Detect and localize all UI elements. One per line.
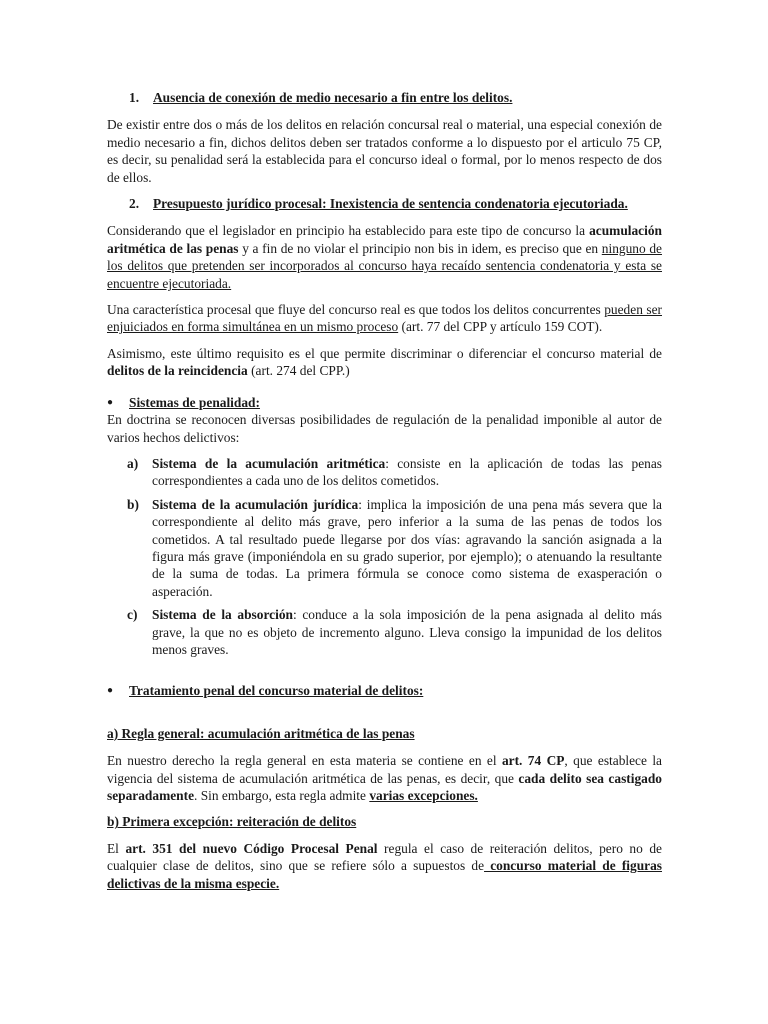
- regla-general-heading: a) Regla general: acumulación aritmética de las penas: [107, 725, 415, 741]
- emphasis-text: art. 351 del nuevo Código Procesal Penal: [125, 840, 378, 856]
- underlined-text: pueden ser enjuiciados en forma simultánea en un mismo proceso: [107, 302, 662, 335]
- section-2-paragraph-2: [107, 301, 662, 336]
- section-2-paragraph-1: [107, 222, 662, 292]
- section-1-heading: [129, 89, 662, 106]
- text-run: Considerando que el legislador en principio ha establecido para este tipo de concurso la: [107, 223, 590, 239]
- text-run: . Sin embargo, esta regla admite: [194, 788, 370, 803]
- list-item-text: [152, 496, 662, 600]
- section-2-number: 2.: [129, 196, 140, 212]
- emphasis-text: delitos de la reincidencia: [107, 363, 248, 379]
- sistemas-heading: [107, 394, 662, 411]
- tratamiento-title: Tratamiento penal del concurso material de delitos:: [129, 683, 424, 699]
- list-item-body: : consiste en la aplicación de todas las penas correspondientes a cada uno de los delitos cometidos.: [152, 455, 662, 489]
- list-item-text: [152, 606, 662, 658]
- emphasis-text: art. 74 CP: [501, 753, 565, 769]
- text-run: , que establece la vigencia del sistema de acumulación aritmética de las penas, es decir, que: [107, 753, 662, 786]
- text-run: (art. 77 del CPP y artículo 159 COT).: [398, 319, 603, 335]
- emphasis-text: acumulación aritmética de las penas: [107, 223, 662, 256]
- list-item: [127, 606, 662, 658]
- text-run: En nuestro derecho la regla general en esta materia se contiene en el: [107, 753, 502, 769]
- list-item-label: c): [127, 607, 138, 623]
- regla-general-paragraph: [107, 752, 662, 804]
- section-1-title: Ausencia de conexión de medio necesario a fin entre los delitos.: [153, 90, 513, 105]
- emphasis-text: cada delito sea castigado separadamente: [107, 770, 662, 803]
- text-run: Asimismo, este último requisito es el que permite discriminar o diferenciar el concurso material de: [107, 345, 662, 361]
- section-2-paragraph-3: [107, 345, 662, 380]
- primera-excepcion-heading: b) Primera excepción: reiteración de delitos: [107, 814, 357, 830]
- list-item-title: Sistema de la absorción: [152, 607, 293, 623]
- text-run: El: [107, 840, 126, 856]
- list-item-text: [152, 455, 662, 490]
- underlined-emphasis-text: concurso material de figuras delictivas de la misma especie.: [107, 858, 662, 891]
- text-run: regula el caso de reiteración delitos, pero no de cualquier clase de delitos, sino que se refiere sólo a supuestos de: [107, 840, 662, 874]
- list-item-title: Sistema de la acumulación jurídica: [152, 496, 359, 512]
- list-item: [127, 455, 662, 490]
- section-1-number: 1.: [129, 90, 140, 105]
- section-2-title: Presupuesto jurídico procesal: Inexistencia de sentencia condenatoria ejecutoriada.: [153, 196, 628, 212]
- bullet-icon: ●: [107, 685, 114, 697]
- section-1-paragraph: De existir entre dos o más de los delitos en relación concursal real o material, una especial conexión de medio necesario a fin, dichos delitos deben ser tratados conforme a lo dispuesto por el articulo 75 CP, es decir, su penalidad será la establecida para el concurso ideal o formal, por lo menos respecto de dos de ellos.: [107, 117, 662, 185]
- underlined-text: ninguno de los delitos que pretenden ser incorporados al concurso haya recaído sentencia condenatoria y esta se encuentre ejecutoriada.: [107, 240, 662, 291]
- underlined-emphasis-text: varias excepciones.: [369, 788, 478, 803]
- text-run: (art. 274 del CPP.): [247, 363, 350, 379]
- sistemas-intro: En doctrina se reconocen diversas posibilidades de regulación de la penalidad imponible al autor de varios hechos delictivos:: [107, 412, 662, 445]
- list-item-title: Sistema de la acumulación aritmética: [152, 455, 386, 471]
- list-item-label: b): [127, 496, 139, 512]
- list-item: [127, 496, 662, 600]
- list-item-label: a): [127, 455, 139, 471]
- tratamiento-heading: [107, 682, 662, 699]
- sistemas-title: Sistemas de penalidad:: [129, 394, 260, 410]
- section-2-heading: [129, 195, 662, 212]
- text-run: y a fin de no violar el principio non bis in idem, es preciso que en: [238, 240, 602, 256]
- list-item-body: : implica la imposición de una pena más severa que la correspondiente al delito más grave, pero inferior a la suma de las penas de todos los cometidos. A tal resultado puede llegarse por dos vías: agravando la sanción asignada a la figura más grave (imponiéndola en su grado superior, por ejemplo); o atenuando la resultante de la suma de todas. La primera fórmula se conoce como sistema de exasperación o asperación.: [152, 496, 662, 599]
- primera-excepcion-paragraph: [107, 840, 662, 892]
- bullet-icon: ●: [107, 396, 114, 408]
- list-item-body: : conduce a la sola imposición de la pena asignada al delito más grave, la que no es objeto de incremento alguno. Lleva consigo la impunidad de los delitos menos graves.: [152, 607, 662, 657]
- text-run: Una característica procesal que fluye del concurso real es que todos los delitos concurrentes: [107, 302, 605, 318]
